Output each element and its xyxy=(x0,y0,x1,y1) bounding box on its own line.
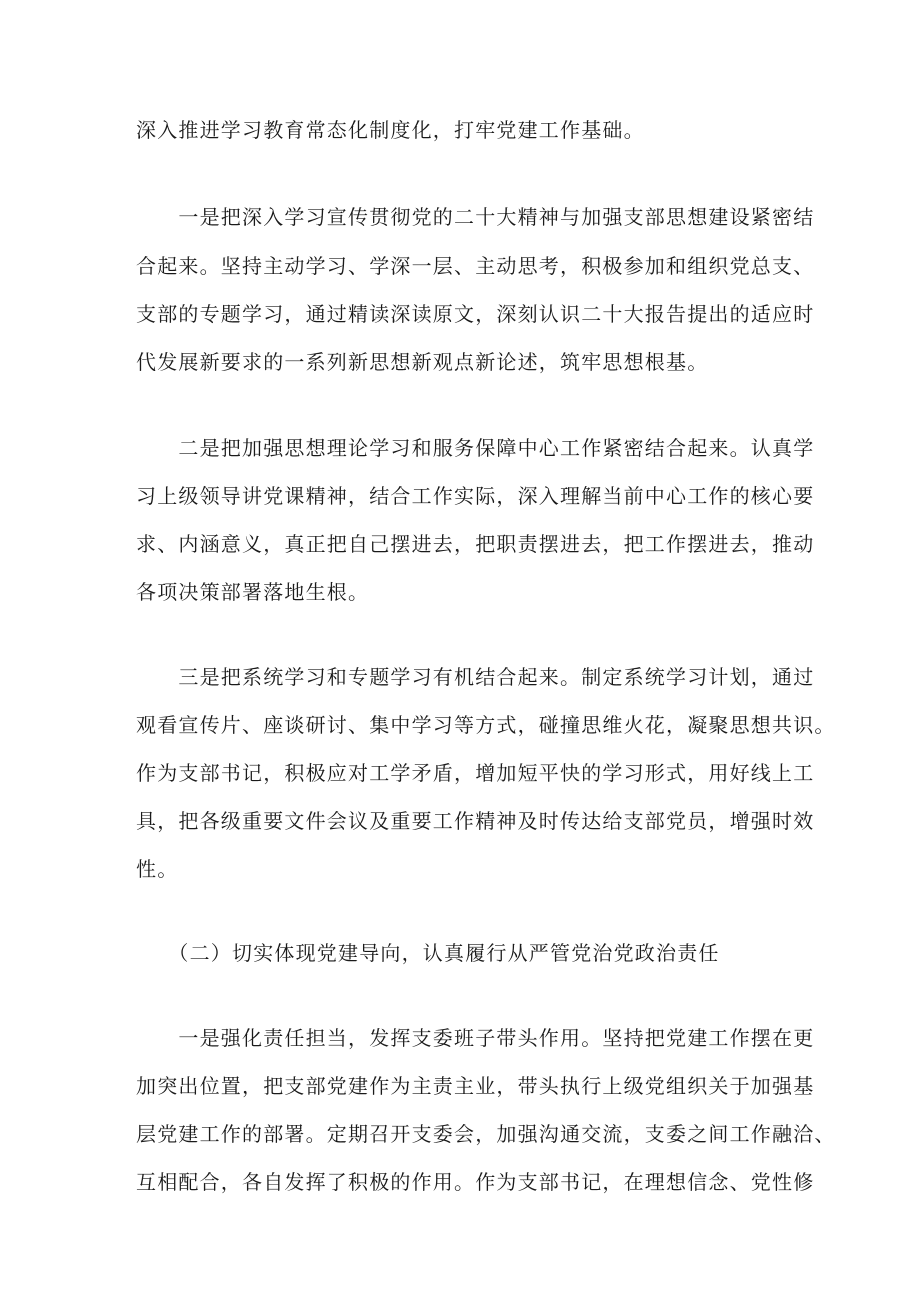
paragraph-line: 互相配合，各自发挥了积极的作用。作为支部书记，在理想信念、党性修 xyxy=(136,1170,815,1194)
paragraph-line: 代发展新要求的一系列新思想新观点新论述，筑牢思想根基。 xyxy=(136,350,709,374)
paragraph-line: 二是把加强思想理论学习和服务保障中心工作紧密结合起来。认真学 xyxy=(136,436,815,460)
paragraph-line: 习上级领导讲党课精神，结合工作实际，深入理解当前中心工作的核心要 xyxy=(136,484,815,508)
paragraph-line: 层党建工作的部署。定期召开支委会，加强沟通交流，支委之间工作融洽、 xyxy=(136,1122,836,1146)
paragraph-line: 具，把各级重要文件会议及重要工作精神及时传达给支部党员，增强时效 xyxy=(136,809,815,833)
paragraph-line: 观看宣传片、座谈研讨、集中学习等方式，碰撞思维火花，凝聚思想共识。 xyxy=(136,713,836,737)
paragraph-line: 性。 xyxy=(136,857,179,881)
paragraph-line: 三是把系统学习和专题学习有机结合起来。制定系统学习计划，通过 xyxy=(136,665,815,689)
paragraph-line: 求、内涵意义，真正把自己摆进去，把职责摆进去，把工作摆进去，推动 xyxy=(136,532,815,556)
paragraph-line: 深入推进学习教育常态化制度化，打牢党建工作基础。 xyxy=(136,118,645,142)
paragraph-line: 一是把深入学习宣传贯彻党的二十大精神与加强支部思想建设紧密结 xyxy=(136,205,815,229)
section-heading: （二）切实体现党建导向，认真履行从严管党治党政治责任 xyxy=(136,941,720,965)
paragraph-line: 合起来。坚持主动学习、学深一层、主动思考，积极参加和组织党总支、 xyxy=(136,254,815,278)
paragraph-line: 作为支部书记，积极应对工学矛盾，增加短平快的学习形式，用好线上工 xyxy=(136,761,815,785)
paragraph-line: 一是强化责任担当，发挥支委班子带头作用。坚持把党建工作摆在更 xyxy=(136,1026,815,1050)
paragraph-line: 支部的专题学习，通过精读深读原文，深刻认识二十大报告提出的适应时 xyxy=(136,302,815,326)
paragraph-line: 加突出位置，把支部党建作为主责主业，带头执行上级党组织关于加强基 xyxy=(136,1074,815,1098)
paragraph-line: 各项决策部署落地生根。 xyxy=(136,580,370,604)
